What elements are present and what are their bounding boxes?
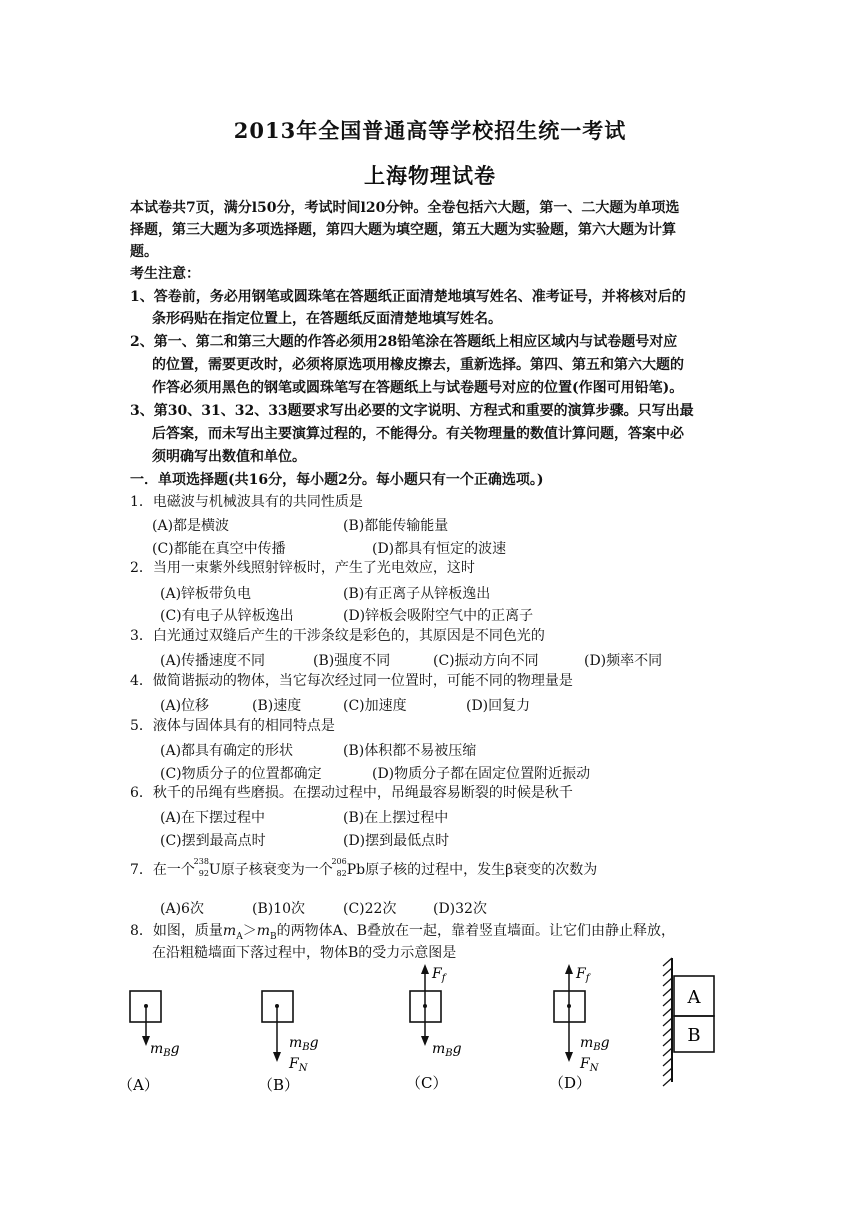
wall-with-blocks [663,958,714,1086]
notice-1-line-2: 条形码贴在指定位置上，在答题纸反面清楚地填写姓名。 [152,311,502,327]
q4-option-d: (D)回复力 [466,698,531,714]
exam-subtitle: 上海物理试卷 [364,163,496,188]
diagram-d-fn-label: $F_N$ [580,1056,599,1074]
section-1-heading: 一．单项选择题(共16分，每小题2分。每小题只有一个正确选项。) [130,472,544,488]
q8-stem-line-2: 在沿粗糙墙面下落过程中，物体B的受力示意图是 [152,945,457,961]
q1-option-d: (D)都具有恒定的波速 [372,541,507,557]
notice-3-line-1: 3、第30、31、32、33题要求写出必要的文字说明、方程式和重要的演算步骤。只写出最 [130,403,694,419]
q7-stem-mid: 原子核衰变为一个 [220,862,333,878]
exam-title: 2013年全国普通高等学校招生统一考试 [233,118,627,143]
q7-stem-post: 原子核的过程中，发生β衰变的次数为 [365,862,598,878]
notice-2-line-2: 的位置，需要更改时，必须将原选项用橡皮擦去，重新选择。第四、第五和第六大题的 [152,357,684,373]
notice-3-line-3: 须明确写出数值和单位。 [152,449,306,465]
q5-option-d: (D)物质分子都在固定位置附近振动 [372,766,591,782]
q6-option-d: (D)摆到最低点时 [343,833,450,849]
q3-option-b: (B)强度不同 [313,653,391,669]
q3-option-d: (D)频率不同 [584,653,663,669]
q2-stem: 2．当用一束紫外线照射锌板时，产生了光电效应，这时 [130,560,475,576]
q7-option-b: (B)10次 [252,901,306,917]
q1-option-b: (B)都能传输能量 [343,518,449,534]
diagram-d [549,964,610,1092]
q8-stem-line-1: 8．如图，质量$m_A>m_B$的两物体A、B叠放在一起，靠着竖直墙面。让它们由静止释放， [130,923,676,942]
q6-option-c: (C)摆到最高点时 [160,833,266,849]
q2-option-b: (B)有正离子从锌板逸出 [343,586,491,602]
q4-option-a: (A)位移 [160,698,210,714]
diagram-c-ff-label: $F_f$ [432,966,446,984]
q7-stem: 7．在一个 238 92 U原子核衰变为一个 206 82 Pb原子核的过程中，发生β衰变的次数为 [130,857,598,878]
q1-stem: 1．电磁波与机械波具有的共同性质是 [130,494,363,510]
diagram-a [118,991,180,1094]
q3-stem: 3．白光通过双缝后产生的干涉条纹是彩色的，其原因是不同色光的 [130,628,545,644]
q5-stem: 5．液体与固体具有的相同特点是 [130,718,335,734]
q4-option-c: (C)加速度 [343,698,407,714]
q5-option-a: (A)都具有确定的形状 [160,743,294,759]
lead-nuclide: 206 82 [331,857,347,878]
q5-option-b: (B)体积都不易被压缩 [343,743,477,759]
intro-line-2: 择题，第三大题为多项选择题，第四大题为填空题，第五大题为实验题，第六大题为计算 [130,222,676,238]
intro-line-3: 题。 [130,244,158,260]
diagram-b-mbg-label: $m_Bg$ [289,1035,319,1053]
block-b-label: B [687,1025,701,1046]
block-a-label: A [687,987,701,1008]
diagram-b-caption: （B） [258,1076,300,1094]
q6-option-a: (A)在下摆过程中 [160,810,266,826]
q7-option-a: (A)6次 [160,901,204,917]
q6-stem: 6．秋千的吊绳有些磨损。在摆动过程中，吊绳最容易断裂的时候是秋千 [130,785,573,801]
q4-stem: 4．做简谐振动的物体，当它每次经过同一位置时，可能不同的物理量是 [130,673,573,689]
q6-option-b: (B)在上摆过程中 [343,810,449,826]
uranium-nuclide: 238 92 [193,857,209,878]
diagram-a-caption: （A） [118,1076,159,1094]
intro-line-1: 本试卷共7页，满分l50分，考试时间l20分钟。全卷包括六大题，第一、二大题为单项选 [130,200,680,216]
q3-option-c: (C)振动方向不同 [433,653,539,669]
q7-stem-pre: 7．在一个 [130,862,195,878]
q2-option-c: (C)有电子从锌板逸出 [160,608,294,624]
q1-option-a: (A)都是横波 [152,518,230,534]
q2-option-a: (A)锌板带负电 [160,586,252,602]
q2-option-d: (D)锌板会吸附空气中的正离子 [343,608,534,624]
q3-option-a: (A)传播速度不同 [160,653,266,669]
q4-option-b: (B)速度 [252,698,302,714]
wall-hatching [663,958,672,1086]
diagram-c [406,964,462,1092]
q7-option-c: (C)22次 [343,901,397,917]
diagram-a-mbg-label: $m_Bg$ [150,1041,180,1059]
diagram-d-mbg-label: $m_Bg$ [580,1035,610,1053]
q7-option-d: (D)32次 [433,901,487,917]
notice-1-line-1: 1、答卷前，务必用钢笔或圆珠笔在答题纸正面清楚地填写姓名、准考证号，并将核对后的 [130,289,686,305]
diagram-b [258,991,319,1094]
diagram-c-mbg-label: $m_Bg$ [432,1041,462,1059]
diagram-d-caption: （D） [549,1074,592,1092]
q5-option-c: (C)物质分子的位置都确定 [160,766,322,782]
notice-2-line-3: 作答必须用黑色的钢笔或圆珠笔写在答题纸上与试卷题号对应的位置(作图可用铅笔)。 [152,380,684,396]
notice-title: 考生注意： [130,266,200,282]
notice-3-line-2: 后答案，而未写出主要演算过程的，不能得分。有关物理量的数值计算问题，答案中必 [152,426,684,442]
diagram-c-caption: （C） [406,1074,448,1092]
notice-2-line-1: 2、第一、第二和第三大题的作答必须用28铅笔涂在答题纸上相应区域内与试卷题号对应 [130,334,678,350]
q1-option-c: (C)都能在真空中传播 [152,541,286,557]
diagram-d-ff-label: $F_f$ [576,966,590,984]
diagram-b-fn-label: $F_N$ [289,1056,308,1074]
